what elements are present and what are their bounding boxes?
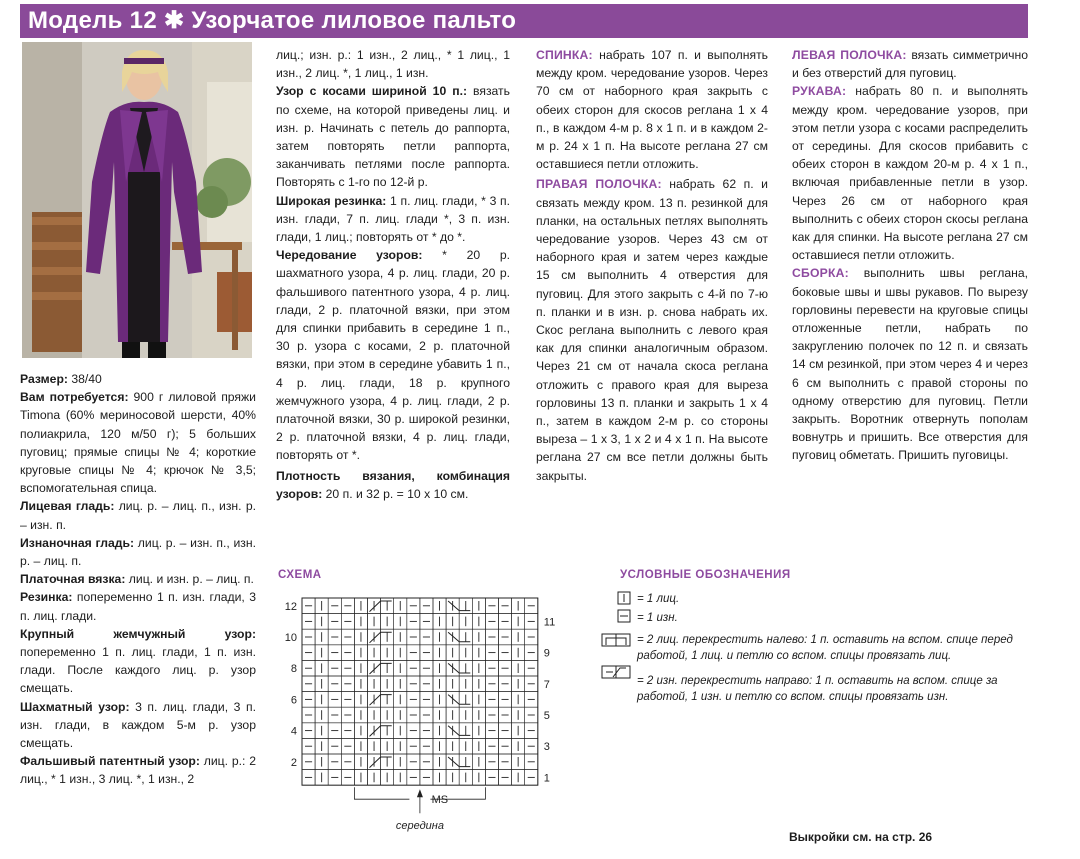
- stockinette-label: Лицевая гладь:: [20, 499, 115, 514]
- rapport-label: MS: [431, 794, 449, 807]
- legend-cross-right: = 2 изн. перекрестить направо: 1 п. оставить на вспом. спице за работой, 1 изн. и петлю со вспом. спицы провязать изн.: [637, 675, 998, 703]
- fake-patent-label: Фальшивый патентный узор:: [20, 754, 200, 769]
- sleeves-text: набрать 80 п. и выполнять между кром. чередование узоров, при этом петли узора с косами распределить от середины. Для скосов прибавить с обеих сторон в каждом 20-м р. 4 х 1 п., включая прибавленные петли в узор. Через 26 см от наборного края выполнить с обеих сторон скосы реглана как для спинки. На высоте реглана 27 см оставшиеся петли отложить.: [792, 84, 1028, 263]
- middle-label: середина: [395, 820, 444, 833]
- chart-row-label-right: 3: [543, 741, 550, 754]
- cable-pattern-text: вязать по схеме, на которой приведены лиц. и изн. р. Начинать с петель до раппорта, затем повторять петли раппорта, заканчивать петлями после раппорта. Повторять с 1-го по 12-й р.: [276, 84, 510, 190]
- text-column-1: [20, 370, 256, 789]
- checker-pattern-text: 3 п. лиц. глади, 3 п. изн. глади, в каждом 5-м р. узор смещать.: [20, 699, 256, 751]
- middle-arrow-head: [417, 789, 423, 797]
- legend-purl: = 1 изн.: [637, 612, 678, 624]
- reverse-stockinette-label: Изнаночная гладь:: [20, 535, 135, 550]
- cable-pattern-label: Узор с косами шириной 10 п.:: [276, 84, 468, 99]
- gauge-text: 20 п. и 32 р. = 10 х 10 см.: [322, 486, 469, 501]
- text-column-3: [536, 46, 768, 485]
- assembly-text: выполнить швы реглана, боковые швы и швы рукавов. По вырезу горловины перевести на круговые спицы отложенные петли, набрать по закруглению полочек по 12 п. и связать 14 см резинкой, при этом через 4 и через 6 см выполнить с правой стороны по одному отверстию для пуговиц. Петли закрыть. Воротник отвернуть пополам вовнутрь и пришить. Все отверстия для пуговиц обметать. Пришить пуговицы.: [792, 266, 1028, 463]
- garter-label: Платочная вязка:: [20, 572, 126, 587]
- knitting-chart: [280, 590, 580, 850]
- cross-left-symbol: [602, 634, 630, 646]
- wide-rib-text: 1 п. лиц. глади, * 3 п. изн. глади, 7 п. лиц. глади *, 3 п. изн. глади, 1 лиц.; повторять от * до *.: [276, 193, 511, 245]
- chart-row-label-right: 7: [543, 678, 550, 691]
- right-front-text: набрать 62 п. и связать между кром. 13 п. резинкой для планки, на остальных петлях выполнять чередование узоров. Через 43 см от наборного края и затем через каждые 15 см выполнить 4 отверстия для пуговиц. Для этого закрыть с 4-й по 7-ю п. планки и в изн. р. снова набрать их. Скос реглана выполнить с левого края как для спинки аналогичным образом. Через 21 см от начала скоса реглана отложить с правого края для выреза горловины 13 п. планки и закрыть 1 х 4 п., затем в каждом 2-м р. со стороны выреза – 1 х 3, 1 х 2 и 4 х 1 п. На высоте реглана 27 см все петли должны быть закрыты.: [536, 177, 768, 483]
- chart-row-label-left: 6: [290, 694, 297, 707]
- back-text: набрать 107 п. и выполнять между кром. чередование узоров. Через 70 см от наборного края закрыть с обеих сторон для скосов реглана 1 х 4 п., в каждом 4-м р. 8 х 1 п. и в каждом 2-м р. 24 х 1 п. На высоте реглана 27 см оставшиеся петли отложить.: [536, 48, 768, 172]
- reverse-stockinette-text: лиц. р. – изн. п., изн. р. – лиц. п.: [20, 535, 256, 569]
- chart-row-label-right: 9: [543, 647, 550, 660]
- legend-title: УСЛОВНЫЕ ОБОЗНАЧЕНИЯ: [620, 569, 791, 581]
- footer-note: Выкройки см. на стр. 26: [789, 830, 933, 844]
- text-column-4: [792, 46, 1028, 465]
- garter-text: лиц. и изн. р. – лиц. п.: [125, 572, 254, 587]
- rapport-bracket-left: [354, 787, 409, 799]
- left-front-text: вязать симметрично и без отверстий для пуговиц.: [792, 48, 1028, 81]
- materials-label: Вам потребуется:: [20, 390, 129, 405]
- rib-label: Резинка:: [20, 590, 73, 605]
- fake-patent-continued: лиц.; изн. р.: 1 изн., 2 лиц., * 1 лиц., 1 изн., 2 лиц. *, 1 лиц., 1 изн.: [276, 48, 510, 81]
- chart-row-label-left: 8: [290, 663, 297, 676]
- rib-text: попеременно 1 п. изн. глади, 3 п. лиц. глади.: [20, 590, 256, 623]
- wide-rib-label: Широкая резинка:: [276, 193, 387, 208]
- pattern-sequence-text: * 20 р. шахматного узора, 4 р. лиц. глади, 20 р. фальшивого патентного узора, 4 р. лиц. глади, 2 р. платочной вязки, при этом для спинки прибавить в середине 1 п., 30 р. узора с косами, 2 р. платочной вязки, при этом в середине убавить 1 п., 4 р. лиц. глади, 18 р. крупного жемчужного узора, 4 р. лиц. глади, 2 р. платочной вязки, 30 р. широкой резинки, 2 р. платочной вязки, 4 р. лиц. глади, повторять от *.: [276, 248, 510, 463]
- sleeves-heading: РУКАВА:: [792, 84, 847, 99]
- chart-title: СХЕМА: [278, 569, 322, 581]
- pattern-sequence-label: Чередование узоров:: [276, 248, 423, 263]
- chart-row-label-left: 12: [284, 600, 297, 613]
- knit-symbol: [618, 592, 630, 604]
- cross-right-symbol: [602, 666, 630, 678]
- materials-text: 900 г лиловой пряжи Timona (60% мериносовой шерсти, 40% полиакрила, 120 м/50 г); 5 больших пуговиц; прямые спицы № 4; короткие круговые спицы № 4; крючок № 3,5; вспомогательная спица.: [20, 390, 256, 496]
- chart-row-label-right: 1: [543, 772, 550, 785]
- legend-knit: = 1 лиц.: [637, 593, 680, 605]
- text-column-2: [276, 46, 510, 503]
- legend-cross-left: = 2 лиц. перекрестить налево: 1 п. оставить на вспом. спице перед работой, 1 лиц. и петлю со вспом. спицы провязать лиц.: [637, 634, 1013, 662]
- fake-patent-text: лиц. р.: 2 лиц., * 1 изн., 3 лиц. *, 1 изн., 2: [20, 754, 256, 787]
- purl-symbol: [618, 610, 630, 622]
- model-photo: [22, 42, 252, 358]
- chart-row-label-left: 4: [290, 725, 297, 738]
- model-photo-illustration: [22, 42, 252, 358]
- checker-pattern-label: Шахматный узор:: [20, 699, 130, 714]
- title-bar: [20, 4, 1028, 38]
- right-front-heading: ПРАВАЯ ПОЛОЧКА:: [536, 177, 662, 192]
- size-label: Размер:: [20, 372, 68, 386]
- pearl-pattern-text: попеременно 1 п. лиц. глади, 1 п. изн. глади. После каждого лиц. р. узор смещать.: [20, 645, 256, 696]
- chart-row-label-left: 10: [284, 632, 297, 644]
- gauge-label: Плотность вязания, комбинация узоров:: [276, 468, 510, 501]
- stockinette-text: лиц. р. – лиц. п., изн. р. – изн. п.: [20, 499, 256, 532]
- back-heading: СПИНКА:: [536, 48, 593, 62]
- chart-row-label-right: 11: [543, 616, 556, 629]
- left-front-heading: ЛЕВАЯ ПОЛОЧКА:: [792, 48, 907, 62]
- chart-row-label-right: 5: [543, 710, 550, 722]
- assembly-heading: СБОРКА:: [792, 266, 849, 281]
- pearl-pattern-label: Крупный жемчужный узор:: [20, 626, 256, 641]
- chart-row-label-left: 2: [290, 756, 297, 769]
- size-value: 38/40: [67, 372, 102, 386]
- legend-symbols: [598, 588, 638, 708]
- page-title: Модель 12 ✱ Узорчатое лиловое пальто: [28, 7, 517, 34]
